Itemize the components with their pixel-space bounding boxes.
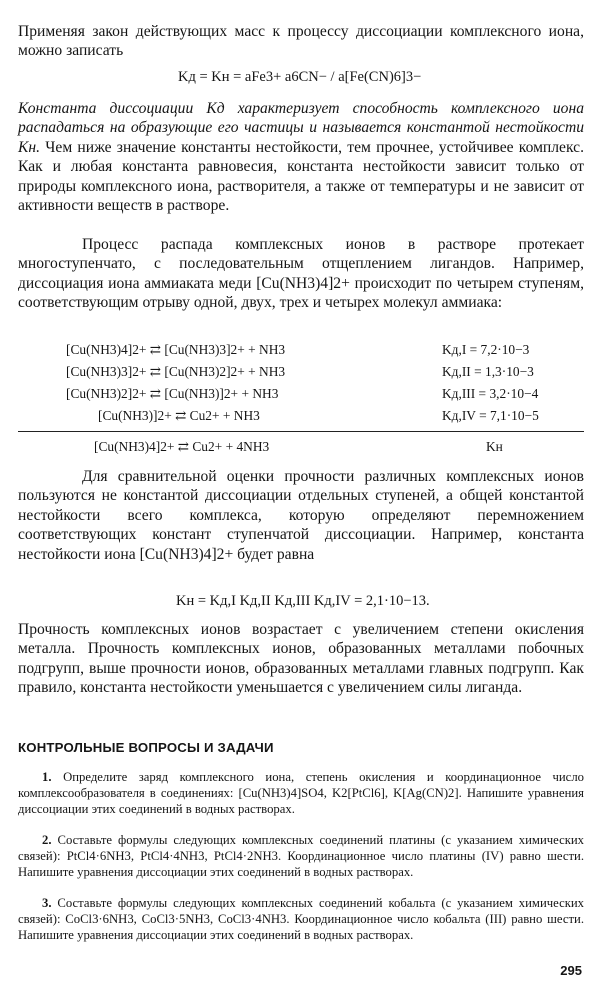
constant-step-2: Kд,II = 1,3·10−3 — [442, 364, 534, 379]
constant-step-4: Kд,IV = 7,1·10−5 — [442, 408, 539, 423]
formula-text: Kд = Kн = aFe3+ a6CN− / a[Fe(CN)6]3− — [178, 69, 422, 85]
reaction-step-4: [Cu(NH3)]2+ ⇄ Cu2+ + NH3 — [98, 408, 260, 423]
reaction-step-1: [Cu(NH3)4]2+ ⇄ [Cu(NH3)3]2+ + NH3 — [66, 342, 286, 357]
formula-total-constant — [176, 592, 430, 610]
reaction-step-2: [Cu(NH3)3]2+ ⇄ [Cu(NH3)2]2+ + NH3 — [66, 364, 286, 379]
reaction-total: [Cu(NH3)4]2+ ⇄ Cu2+ + 4NH3 — [94, 439, 270, 454]
definition-rest: Чем ниже значение константы нестойкости, тем прочнее, устойчивее комплекс. Как и любая константа равновесия, константа нестойкости зависит только от природы комплексного иона, растворителя, а также от температуры и не зависит от активности веществ в растворе. — [18, 138, 584, 215]
question-text: Определите заряд комплексного иона, степень окисления и координационное число комплексообразователя в соединениях: [Cu(NH3)4]SO4, K2[PtCl6], K[Ag(CN)2]. Напишите уравнения диссоциации этих соединений в водных растворах. — [18, 770, 584, 816]
reaction-step-3: [Cu(NH3)2]2+ ⇄ [Cu(NH3)]2+ + NH3 — [66, 386, 279, 401]
section-heading: КОНТРОЛЬНЫЕ ВОПРОСЫ И ЗАДАЧИ — [18, 740, 274, 755]
constant-total: Kн — [486, 439, 503, 454]
definition-italic: Константа диссоциации Kд характеризует способность комплексного иона распадаться на образующие его частицы и называется константой нестойкости Kн. — [18, 100, 584, 156]
question-3 — [18, 896, 584, 943]
constant-step-3: Kд,III = 3,2·10−4 — [442, 386, 539, 401]
paragraph-strength: Прочность комплексных ионов возрастает с увеличением степени окисления металла. Прочность комплексных ионов, образованных металлами побочных подгрупп, выше прочности ионов, образованных металлами главных подгрупп. Как правило, константа нестойкости уменьшается с увеличением силы лиганда. — [18, 621, 584, 697]
paragraph-definition — [18, 99, 584, 215]
question-number: 2. — [42, 833, 52, 847]
paragraph-comparison: Для сравнительной оценки прочности различных комплексных ионов пользуются не константой диссоциации отдельных ступеней, а общей константой нестойкости всего комплекса, которую определяют перемножением соответствующих констант ступенчатой диссоциации. Например, константа нестойкости иона [Cu(NH3)4]2+ будет равна — [18, 468, 584, 563]
page-number: 295 — [560, 963, 582, 978]
question-text: Составьте формулы следующих комплексных соединений кобальта (с указанием химических связей): CoCl3·6NH3, CoCl3·5NH3, CoCl3·4NH3. Координационное число кобальта (III) равно шести. Напишите уравнения диссоциации этих соединений в водных растворах. — [18, 896, 585, 942]
question-1 — [18, 770, 584, 817]
paragraph-intro: Применяя закон действующих масс к процессу диссоциации комплексного иона, можно записать — [18, 23, 584, 60]
paragraph-stepwise: Процесс распада комплексных ионов в растворе протекает многоступенчато, с последовательным отщеплением лигандов. Например, диссоциация иона аммиаката меди [Cu(NH3)4]2+ происходит по четырем ступеням, соответствующим отрыву одной, двух, трех и четырех молекул аммиака: — [18, 236, 584, 312]
formula-text: Kн = Kд,I Kд,II Kд,III Kд,IV = 2,1·10−13. — [176, 593, 430, 609]
question-number: 1. — [42, 770, 52, 784]
question-number: 3. — [42, 896, 52, 910]
formula-dissociation-constant — [178, 68, 421, 86]
reaction-divider — [18, 431, 584, 432]
constant-step-1: Kд,I = 7,2·10−3 — [442, 342, 530, 357]
question-text: Составьте формулы следующих комплексных соединений платины (с указанием химических связей): PtCl4·6NH3, PtCl4·4NH3, PtCl4·2NH3. Координационное число платины (IV) равно шести. Напишите уравнения диссоциации этих соединений в водных растворах. — [18, 833, 585, 879]
question-2 — [18, 833, 584, 880]
